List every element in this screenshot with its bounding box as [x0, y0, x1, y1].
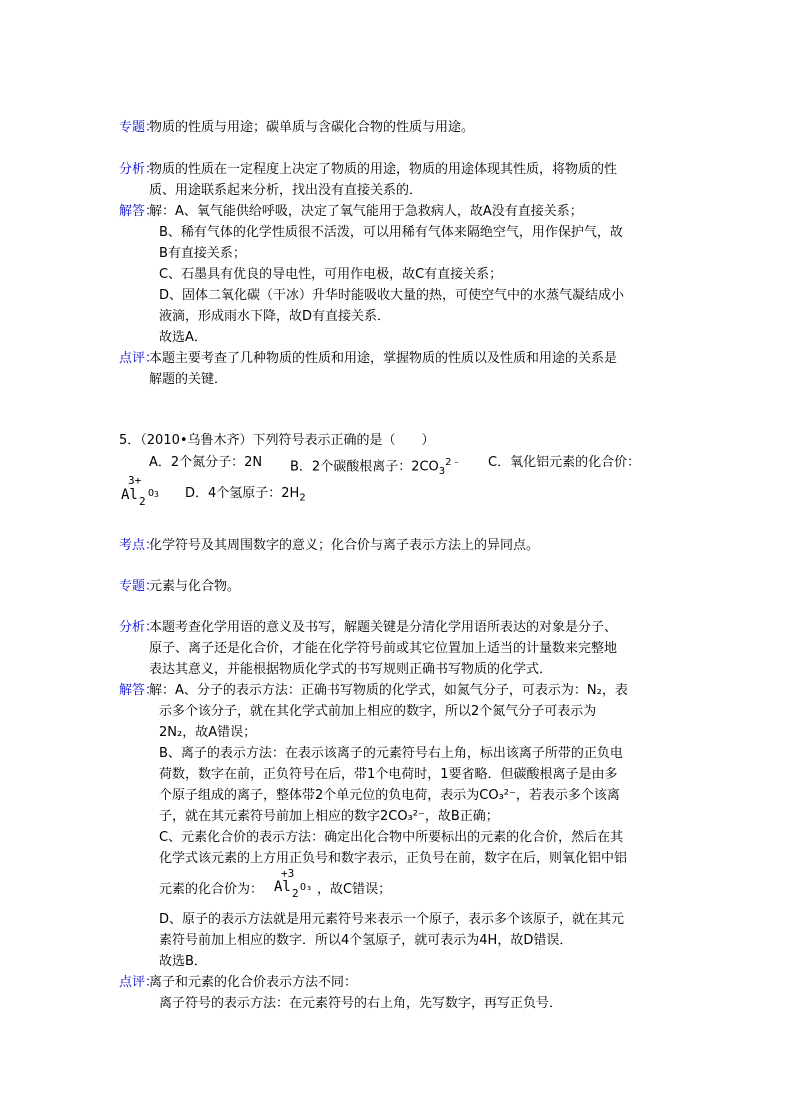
jieda-line: B有直接关系； [159, 246, 246, 261]
option-b-text: B．2个碳酸根离子：2CO [290, 459, 439, 475]
jieda-line: 个原子组成的离子，整体带2个单元位的负电荷，表示为CO₃²⁻，若表示多个该离 [159, 788, 620, 803]
zhuanti-text: 物质的性质与用途；碳单质与含碳化合物的性质与用途。 [149, 120, 475, 135]
option-d [185, 484, 306, 504]
dianping-line: 离子符号的表示方法：在元素符号的右上角，先写数字，再写正负号． [159, 996, 563, 1011]
fenxi-line: 质、用途联系起来分析，找出没有直接关系的． [149, 183, 423, 198]
option-d-text: D．4个氢原子：2H [185, 486, 300, 501]
option-b [290, 453, 462, 477]
jieda-line: C、元素化合价的表示方法：确定出化合物中所要标出的元素的化合价，然后在其 [159, 830, 624, 845]
jieda-line: 液滴，形成雨水下降，故D有直接关系． [159, 309, 391, 324]
fenxi-line: 本题考查化学用语的意义及书写，解题关键是分清化学用语所表达的对象是分子、 [149, 620, 618, 635]
label-zhuanti: 专题： [119, 579, 159, 594]
jieda-line: 解：A、分子的表示方法：正确书写物质的化学式，如氮气分子，可表示为：N₂，表 [149, 683, 628, 698]
label-jieda: 解答： [119, 204, 159, 219]
fenxi-line: 物质的性质在一定程度上决定了物质的用途，物质的用途体现其性质，将物质的性 [149, 162, 618, 177]
jieda-line: 2N₂，故A错误； [159, 725, 257, 740]
dianping-line: 本题主要考查了几种物质的性质和用途，掌握物质的性质以及性质和用途的关系是 [149, 351, 618, 366]
option-c-charge: 3+ [128, 474, 142, 487]
jieda-line: 解：A、氧气能供给呼吸，决定了氧气能用于急救病人，故A没有直接关系； [149, 204, 583, 219]
jieda-line: B、稀有气体的化学性质很不活泼，可以用稀有气体来隔绝空气，用作保护气，故 [159, 225, 623, 240]
label-fenxi: 分析： [119, 162, 159, 177]
label-dianping: 点评： [119, 351, 159, 366]
fenxi-line: 表达其意义，并能根据物质化学式的书写规则正确书写物质的化学式． [149, 662, 553, 677]
jieda-line: B、离子的表示方法：在表示该离子的元素符号右上角，标出该离子所带的正负电 [159, 746, 623, 761]
option-a: A．2个氮分子：2N [149, 455, 263, 470]
jieda-c-al: Al [274, 879, 291, 895]
label-fenxi: 分析： [119, 620, 159, 635]
jieda-c-sub2: 2 [292, 887, 299, 900]
label-jieda: 解答： [119, 683, 159, 698]
jieda-line: 子，就在其元素符号前加上相应的数字2CO₃²⁻，故B正确； [159, 809, 499, 824]
jieda-line: 故选A． [159, 330, 207, 345]
label-kaodian: 考点： [119, 538, 159, 553]
zhuanti-text: 元素与化合物。 [149, 579, 241, 594]
option-b-sup: 2﹣ [445, 457, 462, 468]
jieda-line: 化学式该元素的上方用正负号和数字表示，正负号在前，数字在后，则氧化铝中铝 [159, 851, 628, 866]
jieda-c-tail-pre: 元素的化合价为： [159, 882, 264, 897]
jieda-line: 荷数，数字在前，正负符号在后，带1个电荷时，1要省略．但碳酸根离子是由多 [159, 767, 618, 782]
label-dianping: 点评： [119, 975, 159, 990]
option-d-sub: 2 [299, 492, 306, 504]
option-c-sub3: 3 [154, 490, 159, 499]
jieda-line: D、固体二氧化碳（干冰）升华时能吸收大量的热，可使空气中的水蒸气凝结成小 [159, 288, 625, 303]
jieda-line: 故选B． [159, 954, 207, 969]
dianping-line: 离子和元素的化合价表示方法不同： [149, 975, 358, 990]
jieda-line: D、原子的表示方法就是用元素符号来表示一个原子，表示多个该原子，就在其元 [159, 912, 625, 927]
jieda-c-tail-post: ，故C错误； [317, 882, 392, 897]
option-c-o: O [148, 488, 155, 499]
option-c-al: Al [121, 487, 138, 503]
jieda-c-charge: +3 [281, 867, 295, 880]
option-c: C．氧化铝元素的化合价： [488, 455, 641, 470]
option-b-sub: 3 [438, 465, 446, 477]
dianping-line: 解题的关键． [149, 372, 228, 387]
label-zhuanti: 专题： [119, 120, 159, 135]
option-c-sub2: 2 [139, 495, 146, 508]
jieda-line: 示多个该分子，就在其化学式前加上相应的数字，所以2个氮气分子可表示为 [159, 704, 597, 719]
question-stem: 5．（2010•乌鲁木齐）下列符号表示正确的是（ ） [119, 433, 435, 448]
jieda-line: C、石墨具有优良的导电性，可用作电极，故C有直接关系； [159, 267, 503, 282]
jieda-c-o3: O₃ [300, 882, 313, 893]
jieda-line: 素符号前加上相应的数字．所以4个氢原子，就可表示为4H，故D错误． [159, 933, 573, 948]
kaodian-text: 化学符号及其周围数字的意义；化合价与离子表示方法上的异同点。 [149, 538, 540, 553]
fenxi-line: 原子、离子还是化合价，才能在化学符号前或其它位置加上适当的计量数来完整地 [149, 641, 618, 656]
